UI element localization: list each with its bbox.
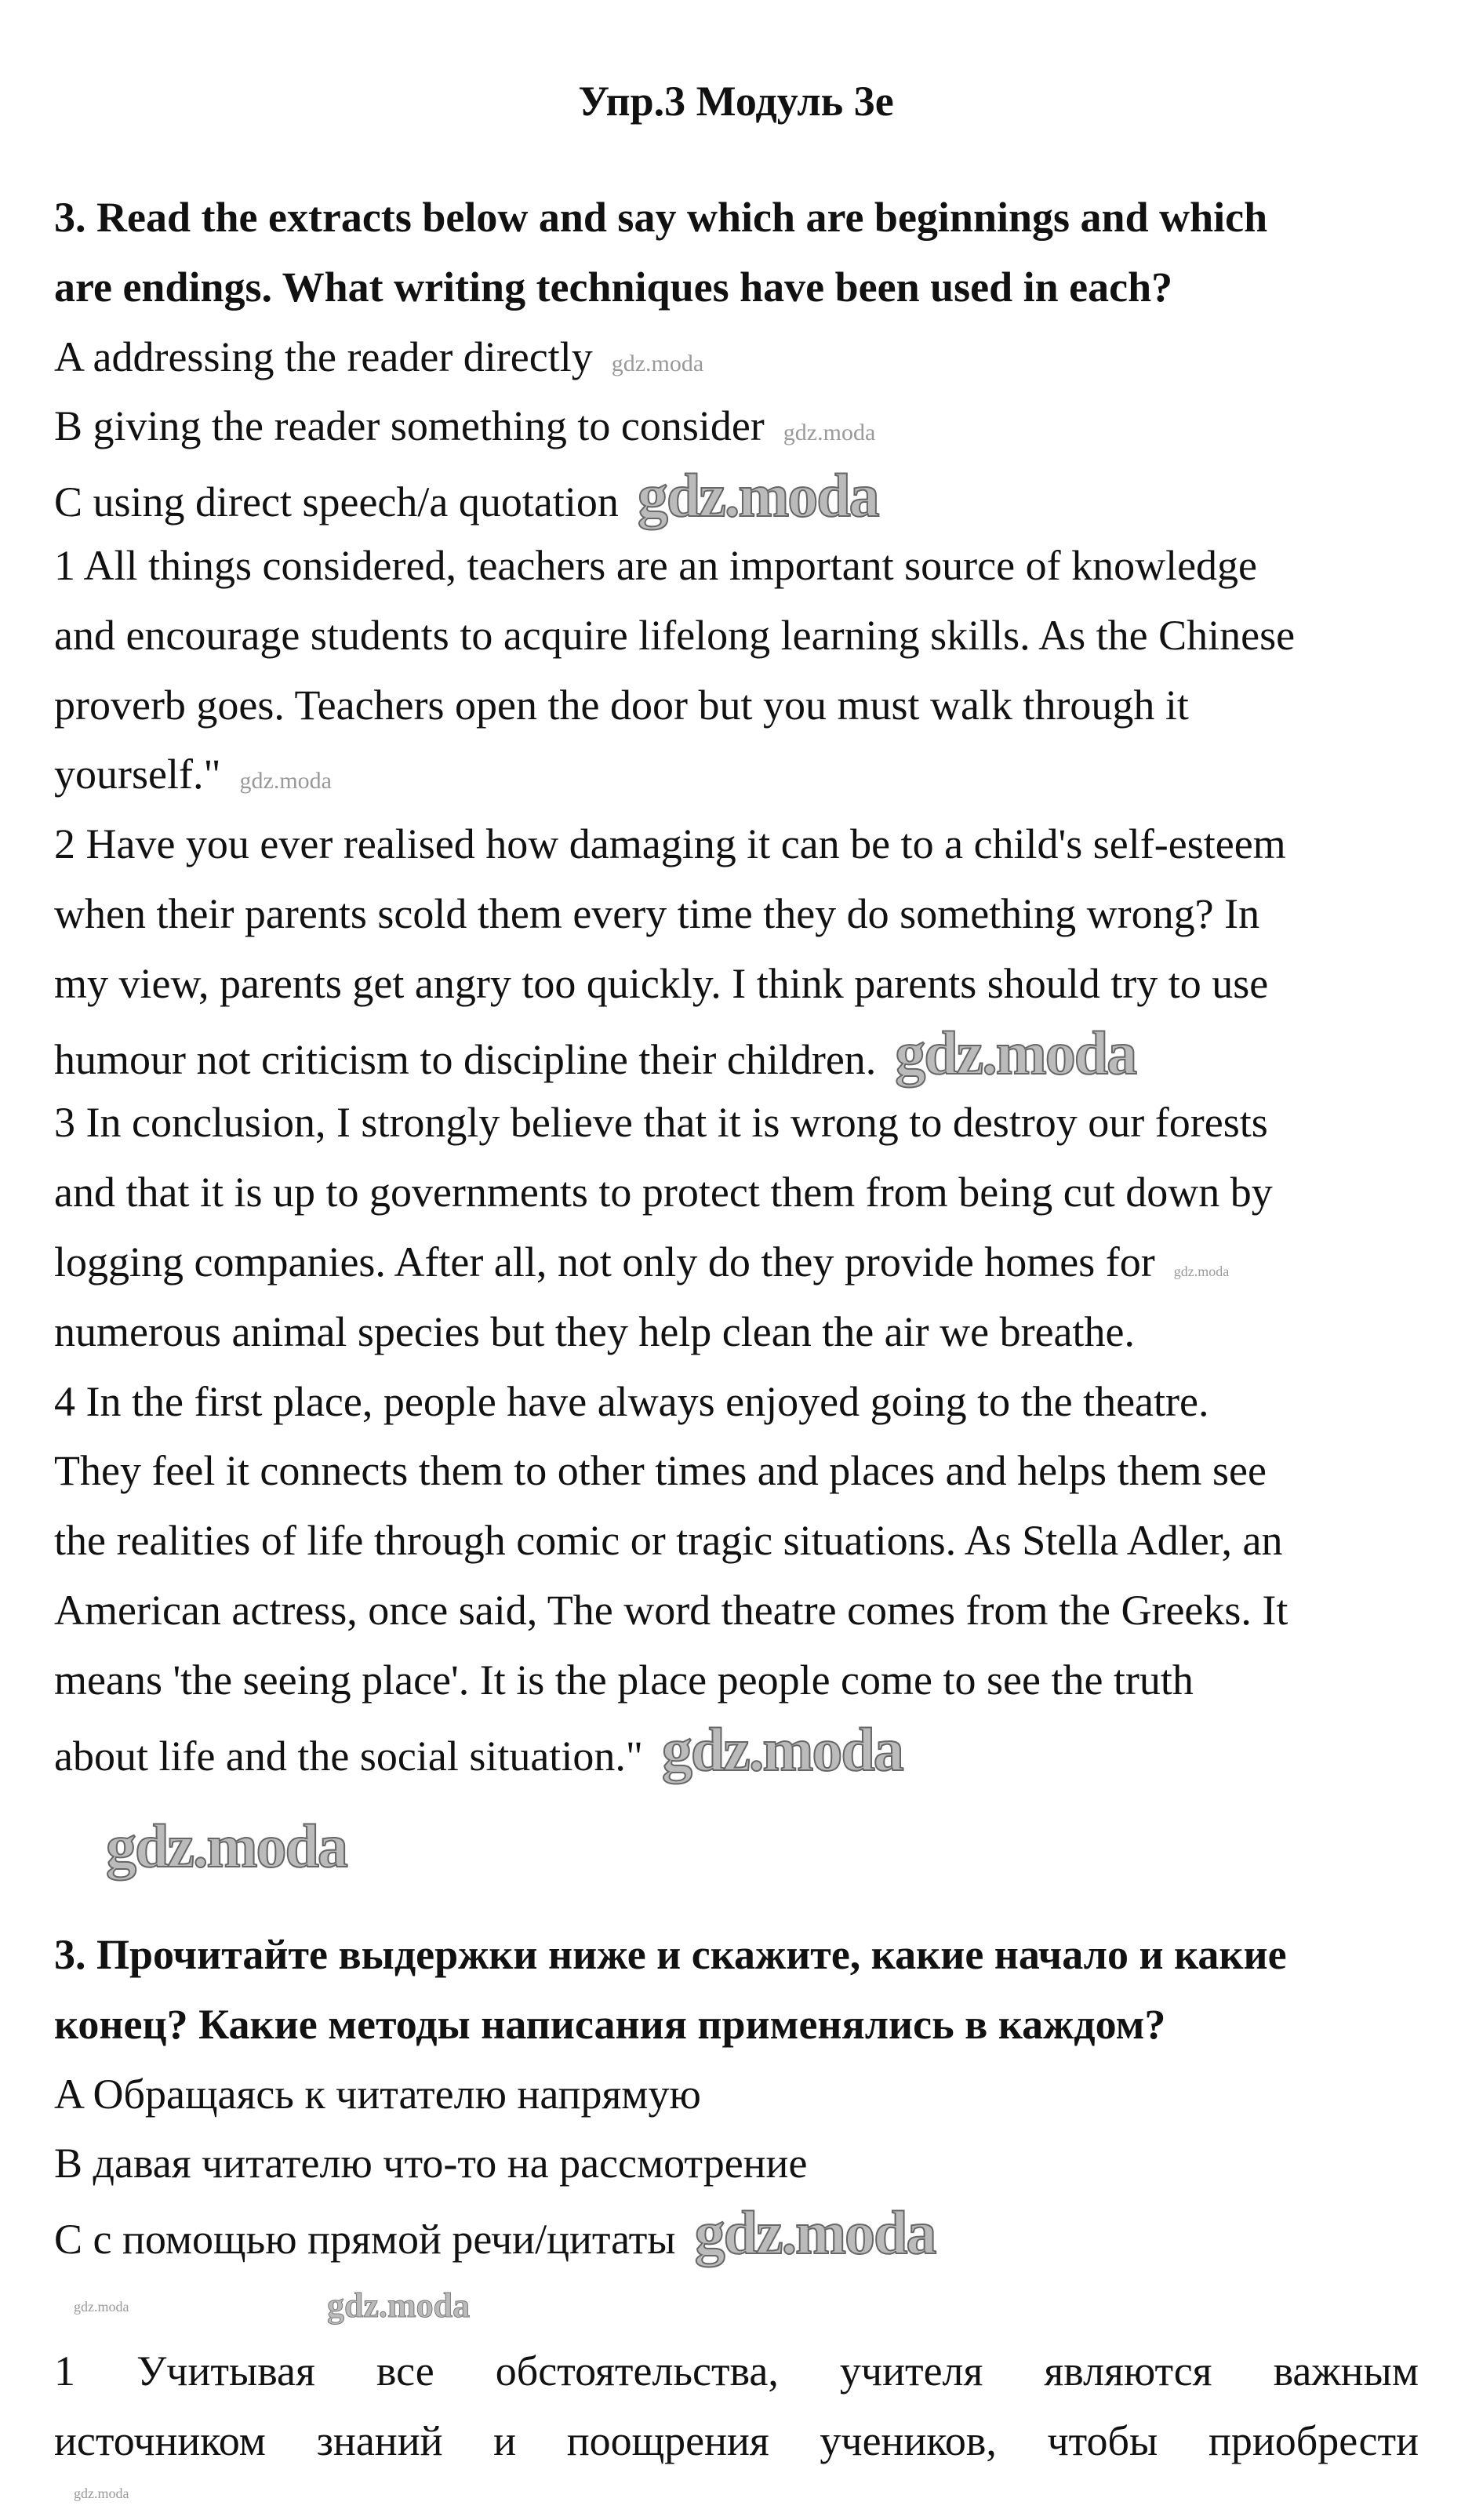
russian-section <box>54 1920 1458 2268</box>
extract-text: means 'the seeing place'. It is the place people come to see the truth <box>54 1656 1194 1704</box>
extract-text: and that it is up to governments to protect them from being cut down by <box>54 1169 1273 1216</box>
option-text: B giving the reader something to consider <box>54 402 765 450</box>
option-c-ru <box>54 2198 1458 2268</box>
option-a-ru <box>54 2060 1458 2129</box>
extract-text: numerous animal species but they help clean the air we breathe. <box>54 1307 1135 1355</box>
extract-text: They feel it connects them to other times and places and helps them see <box>54 1447 1267 1495</box>
extract-2-line <box>54 949 1458 1019</box>
watermark: gdz.moda <box>74 2299 129 2315</box>
extract-2-line <box>54 879 1458 949</box>
extract-text: American actress, once said, The word theatre comes from the Greeks. It <box>54 1586 1288 1634</box>
extract-text: and encourage students to acquire lifelong learning skills. As the Chinese <box>54 611 1296 659</box>
extract-4-line <box>54 1576 1458 1645</box>
extract-4-line <box>54 1436 1458 1506</box>
extract-1-line-ru: источником знаний и поощрения учеников, чтобы приобрести <box>54 2416 1419 2464</box>
extract-2-line <box>54 809 1458 879</box>
extract-1-line <box>54 740 1458 809</box>
watermark: gdz.moda <box>783 420 876 446</box>
watermark: gdz.moda <box>239 768 332 795</box>
watermark: gdz.moda <box>106 1812 347 1880</box>
question-line <box>54 253 1458 322</box>
extract-4-line <box>54 1506 1458 1576</box>
extract-text: yourself." <box>54 751 221 798</box>
extract-text: the realities of life through comic or tragic situations. As Stella Adler, an <box>54 1517 1283 1565</box>
option-c <box>54 461 1458 531</box>
extract-text: 2 Have you ever realised how damaging it can be to a child's self-esteem <box>54 820 1286 868</box>
watermark: gdz.moda <box>895 1018 1136 1087</box>
option-a <box>54 322 1458 392</box>
watermark: gdz.moda <box>74 2485 129 2501</box>
extract-3-line <box>54 1088 1458 1158</box>
watermark: gdz.moda <box>1173 1263 1230 1279</box>
extract-3-line <box>54 1158 1458 1227</box>
english-section <box>54 183 1458 1784</box>
extract-text: my view, parents get angry too quickly. I think parents should try to use <box>54 959 1269 1007</box>
option-b-ru <box>54 2129 1458 2198</box>
watermark: gdz.moda <box>694 2198 936 2267</box>
extract-3-line <box>54 1297 1458 1367</box>
option-text: C using direct speech/a quotation <box>54 478 619 526</box>
extract-text: humour not criticism to discipline their children. <box>54 1035 877 1083</box>
question-text: are endings. What writing techniques have been used in each? <box>54 263 1173 311</box>
question-text-ru: 3. Прочитайте выдержки ниже и скажите, какие начало и какие <box>54 1931 1287 1978</box>
watermark: gdz.moda <box>327 2286 471 2325</box>
watermark: gdz.moda <box>661 1715 903 1784</box>
extract-1-line <box>54 671 1458 740</box>
extract-2-line <box>54 1019 1458 1089</box>
russian-extract-1 <box>54 2336 1458 2476</box>
extract-1-line-ru: 1 Учитывая все обстоятельства, учителя являются важным <box>54 2347 1419 2395</box>
option-text-ru: B давая читателю что-то на рассмотрение <box>54 2140 808 2187</box>
option-text: A addressing the reader directly <box>54 333 593 380</box>
extract-1-line <box>54 601 1458 671</box>
watermark: gdz.moda <box>637 461 878 530</box>
question-line <box>54 183 1458 253</box>
question-text: 3. Read the extracts below and say which are beginnings and which <box>54 194 1268 241</box>
extract-4-line <box>54 1715 1458 1785</box>
watermark: gdz.moda <box>611 350 704 376</box>
option-text-ru: C с помощью прямой речи/цитаты <box>54 2216 676 2264</box>
extract-4-line <box>54 1367 1458 1437</box>
extract-text: 4 In the first place, people have always enjoyed going to the theatre. <box>54 1377 1209 1425</box>
page-title: Упр.3 Модуль 3e <box>578 78 894 125</box>
question-line-ru <box>54 1920 1458 1990</box>
extract-1-line <box>54 531 1458 601</box>
question-line-ru <box>54 1990 1458 2060</box>
extract-text: about life and the social situation." <box>54 1732 643 1780</box>
extract-text: 1 All things considered, teachers are an important source of knowledge <box>54 541 1258 589</box>
extract-text: logging companies. After all, not only do they provide homes for <box>54 1238 1155 1285</box>
extract-text: proverb goes. Teachers open the door but you must walk through it <box>54 681 1189 729</box>
option-text-ru: A Обращаясь к читателю напрямую <box>54 2070 701 2118</box>
extract-3-line <box>54 1227 1458 1297</box>
extract-text: when their parents scold them every time they do something wrong? In <box>54 889 1260 937</box>
question-text-ru: конец? Какие методы написания применялись в каждом? <box>54 2000 1166 2048</box>
option-b <box>54 391 1458 461</box>
extract-4-line <box>54 1645 1458 1715</box>
extract-text: 3 In conclusion, I strongly believe that it is wrong to destroy our forests <box>54 1099 1268 1147</box>
